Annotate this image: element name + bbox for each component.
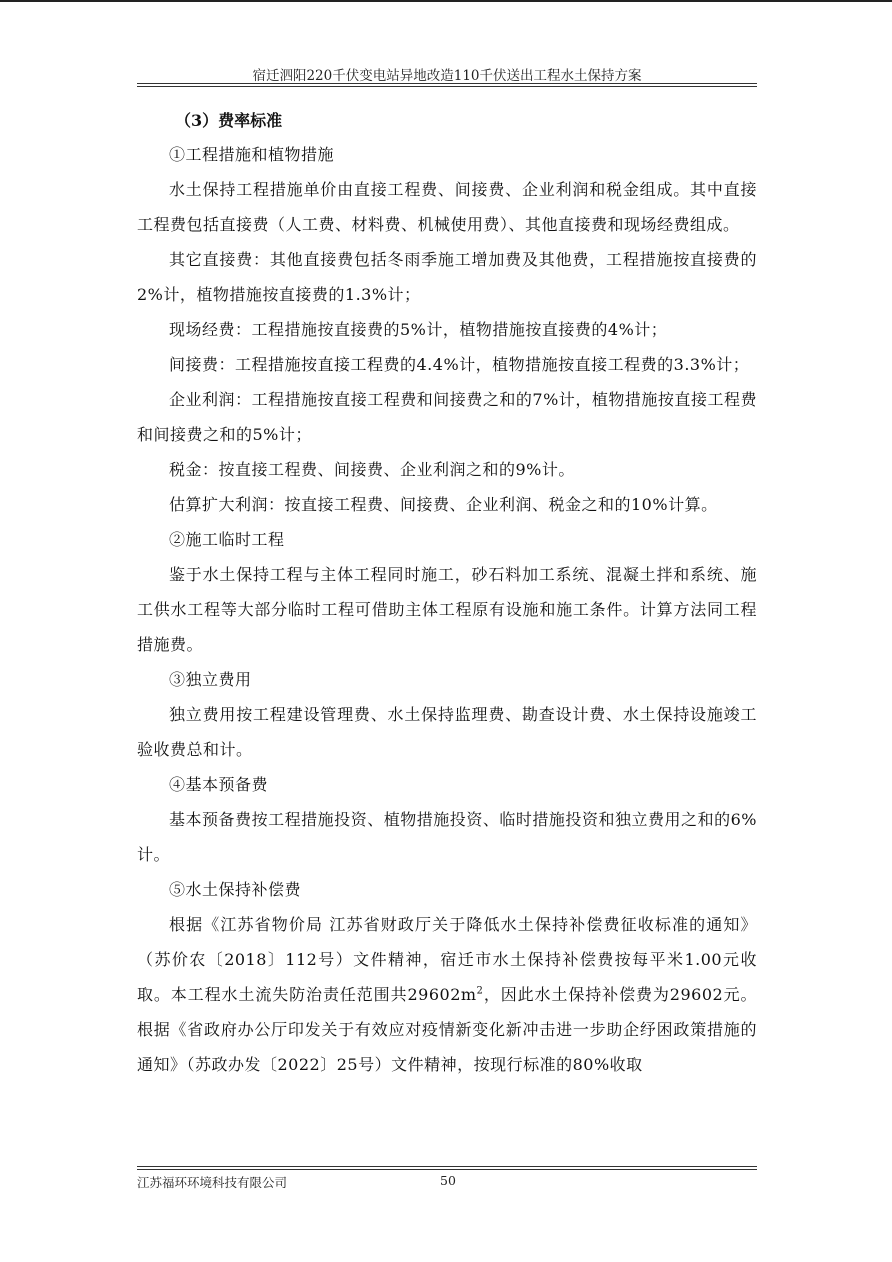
paragraph: 其它直接费：其他直接费包括冬雨季施工增加费及其他费，工程措施按直接费的2%计，植物措施按直接费的1.3%计； bbox=[137, 250, 757, 304]
superscript-2: 2 bbox=[476, 985, 484, 997]
subsection-title: ④基本预备费 bbox=[169, 775, 269, 794]
footer-rule bbox=[137, 1166, 757, 1167]
header-rule-thin bbox=[137, 86, 757, 87]
header-rule bbox=[137, 83, 757, 84]
paragraph: 基本预备费按工程措施投资、植物措施投资、临时措施投资和独立费用之和的6%计。 bbox=[137, 810, 757, 864]
compensation-text-part2: ，因此水土保持补偿费为29602元。根据《省政府办公厅印发关于有效应对疫情新变化新冲击进一步助企纾困政策措施的通知》（苏政办发〔2022〕25号）文件精神，按现行标准的80%收取 bbox=[137, 985, 757, 1074]
paragraph: 现场经费：工程措施按直接费的5%计，植物措施按直接费的4%计； bbox=[169, 320, 668, 339]
subsection-title: ①工程措施和植物措施 bbox=[169, 145, 335, 164]
footer-company: 江苏福环环境科技有限公司 bbox=[137, 1175, 288, 1190]
paragraph: 鉴于水土保持工程与主体工程同时施工，砂石料加工系统、混凝土拌和系统、施工供水工程等大部分临时工程可借助主体工程原有设施和施工条件。计算方法同工程措施费。 bbox=[137, 565, 757, 654]
compensation-text-part1: 根据《江苏省物价局 江苏省财政厅关于降低水土保持补偿费征收标准的通知》（苏价农〔2018〕112号）文件精神，宿迁市水土保持补偿费按每平米1.00元收取。本工程水土流失防治责任范围共29602m bbox=[137, 915, 757, 1004]
section-heading: （3）费率标准 bbox=[175, 111, 283, 130]
page-number: 50 bbox=[440, 1173, 456, 1188]
paragraph: 间接费：工程措施按直接工程费的4.4%计，植物措施按直接工程费的3.3%计； bbox=[169, 355, 750, 374]
paragraph: 估算扩大利润：按直接工程费、间接费、企业利润、税金之和的10%计算。 bbox=[169, 495, 718, 514]
top-border bbox=[0, 0, 892, 2]
subsection-title: ③独立费用 bbox=[169, 670, 252, 689]
subsection-title: ②施工临时工程 bbox=[169, 530, 285, 549]
page-header-title: 宿迁泗阳220千伏变电站异地改造110千伏送出工程水土保持方案 bbox=[252, 68, 642, 84]
paragraph-list bbox=[137, 137, 757, 907]
footer-rule-thin bbox=[137, 1169, 757, 1170]
paragraph-compensation-fee bbox=[137, 907, 757, 1082]
paragraph: 企业利润：工程措施按直接工程费和间接费之和的7%计，植物措施按直接工程费和间接费之和的5%计； bbox=[137, 390, 757, 444]
page-content bbox=[137, 105, 757, 1082]
paragraph: 税金：按直接工程费、间接费、企业利润之和的9%计。 bbox=[169, 460, 575, 479]
paragraph: 水土保持工程措施单价由直接工程费、间接费、企业利润和税金组成。其中直接工程费包括直接费（人工费、材料费、机械使用费）、其他直接费和现场经费组成。 bbox=[137, 180, 757, 234]
subsection-title: ⑤水土保持补偿费 bbox=[169, 880, 302, 899]
paragraph: 独立费用按工程建设管理费、水土保持监理费、勘查设计费、水土保持设施竣工验收费总和计。 bbox=[137, 705, 757, 759]
